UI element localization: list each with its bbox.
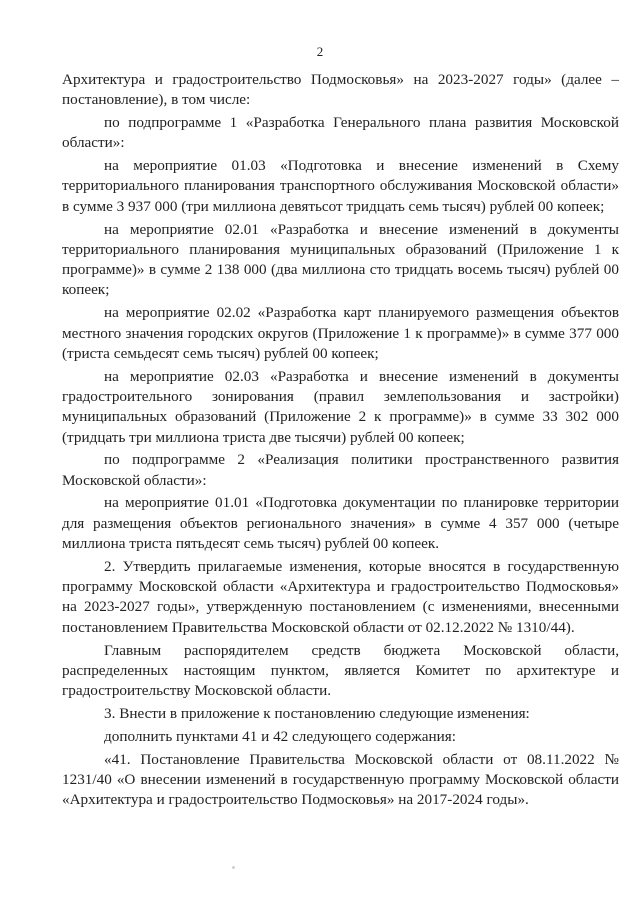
- paragraph-measure-02-03: на мероприятие 02.03 «Разработка и внесение изменений в документы градостроительного зонирования (правил землепользования и застройки) муниципальных образований (Приложение 2 к программе)» в сумме 33 302 000 (тридцать три миллиона триста две тысячи) рублей 00 копеек;: [62, 367, 619, 446]
- paragraph-add-items: дополнить пунктами 41 и 42 следующего содержания:: [104, 727, 456, 745]
- paragraph-chief-manager: Главным распорядителем средств бюджета Московской области, распределенных настоящим пунктом, является Комитет по архитектуре и градостроительству Московской области.: [62, 641, 619, 700]
- paragraph-item-2: 2. Утвердить прилагаемые изменения, которые вносятся в государственную программу Московской области «Архитектура и градостроительство Подмосковья» на 2023-2027 годы», утвержденную постановлением (с изменениями, внесенными постановлением Правительства Московской области от 02.12.2022 № 1310/44).: [62, 557, 619, 636]
- page-number: 2: [316, 44, 324, 59]
- scan-speck: [232, 866, 235, 869]
- paragraph-measure-01-01: на мероприятие 01.01 «Подготовка документации по планировке территории для размещения объектов регионального значения» в сумме 4 357 000 (четыре миллиона триста пятьдесят семь тысяч) рублей 00 копеек.: [62, 494, 619, 553]
- paragraph-subprogram-1: по подпрограмме 1 «Разработка Генерального плана развития Московской области»:: [62, 114, 619, 152]
- paragraph-measure-02-02: на мероприятие 02.02 «Разработка карт планируемого размещения объектов местного значения городских округов (Приложение 1 к программе)» в сумме 377 000 (триста семьдесят семь тысяч) рублей 00 копеек;: [62, 304, 619, 362]
- paragraph-item-3: 3. Внести в приложение к постановлению следующие изменения:: [104, 704, 530, 722]
- paragraph-subprogram-2: по подпрограмме 2 «Реализация политики пространственного развития Московской области»:: [62, 451, 619, 489]
- paragraph-item-41: «41. Постановление Правительства Московской области от 08.11.2022 № 1231/40 «О внесении изменений в государственную программу Московской области «Архитектура и градостроительство Подмосковья» на 2017-2024 годы».: [62, 750, 619, 809]
- paragraph-measure-02-01: на мероприятие 02.01 «Разработка и внесение изменений в документы территориального планирования муниципальных образований (Приложение 1 к программе)» в сумме 2 138 000 (два миллиона сто тридцать восемь тысяч) рублей 00 копеек;: [62, 220, 619, 299]
- paragraph-intro: Архитектура и градостроительство Подмосковья» на 2023-2027 годы» (далее – постановление), в том числе:: [62, 71, 619, 109]
- document-body: [62, 70, 619, 813]
- paragraph-measure-01-03: на мероприятие 01.03 «Подготовка и внесение изменений в Схему территориального планирования транспортного обслуживания Московской области» в сумме 3 937 000 (три миллиона девятьсот тридцать семь тысяч) рублей 00 копеек;: [62, 157, 619, 215]
